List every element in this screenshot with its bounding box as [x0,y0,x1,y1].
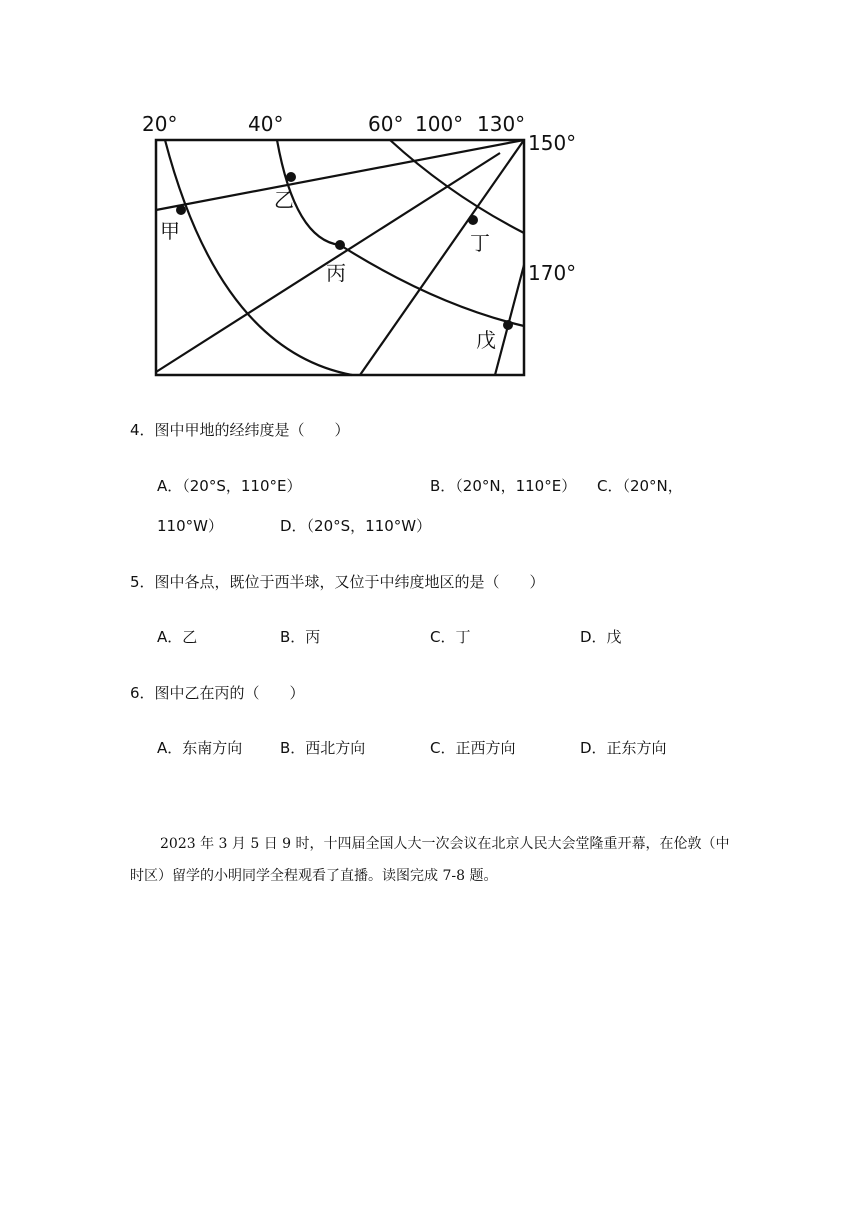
lon-label-60: 60° [368,112,404,136]
point-label-jia: 甲 [160,219,180,243]
question-6-option-b[interactable]: B．西北方向 [280,739,366,757]
question-4-option-c[interactable]: C．（20°N， [597,477,683,495]
point-label-bing: 丙 [326,261,346,285]
question-4-option-d[interactable]: D．（20°S，110°W） [280,517,432,535]
question-6-option-c[interactable]: C．正西方向 [430,739,516,757]
question-5-option-b[interactable]: B．丙 [280,628,321,646]
lon-label-100: 100° [415,112,464,136]
passage-text: 2023 年 3 月 5 日 9 时，十四届全国人大一次会议在北京人民大会堂隆重开幕，在伦敦（中时区）留学的小明同学全程观看了直播。读图完成 7-8 题。 [130,836,730,884]
lon-label-40: 40° [248,112,284,136]
question-6-option-a[interactable]: A．东南方向 [157,739,243,757]
question-4-option-b[interactable]: B．（20°N，110°E） [430,477,577,495]
point-ding-dot [468,215,478,225]
question-6-option-d[interactable]: D．正东方向 [580,739,667,757]
point-wu-dot [503,320,513,330]
point-yi-dot [286,172,296,182]
point-label-wu: 戊 [476,328,496,352]
question-5-option-a[interactable]: A．乙 [157,628,198,646]
question-6-stem: 6．图中乙在丙的（ ） [130,684,305,702]
point-label-yi: 乙 [274,188,294,212]
point-jia-dot [176,205,186,215]
meridian-line-150 [360,140,524,375]
point-label-ding: 丁 [470,231,490,255]
lon-label-170: 170° [528,261,577,285]
question-4-option-c-continued[interactable]: 110°W） [157,517,223,535]
reading-passage [130,828,730,892]
parallel-line-60 [390,140,524,233]
lon-label-130: 130° [477,112,526,136]
meridian-line-110 [156,140,524,210]
lon-label-20: 20° [142,112,178,136]
question-5-option-c[interactable]: C．丁 [430,628,471,646]
question-5-option-d[interactable]: D．戊 [580,628,622,646]
parallel-line-20 [165,140,352,375]
lon-label-150: 150° [528,131,577,155]
point-bing-dot [335,240,345,250]
lat-lon-grid-figure [120,100,590,390]
question-4-option-a[interactable]: A．（20°S，110°E） [157,477,302,495]
question-5-stem: 5．图中各点，既位于西半球，又位于中纬度地区的是（ ） [130,573,545,591]
question-4-stem: 4．图中甲地的经纬度是（ ） [130,421,350,439]
